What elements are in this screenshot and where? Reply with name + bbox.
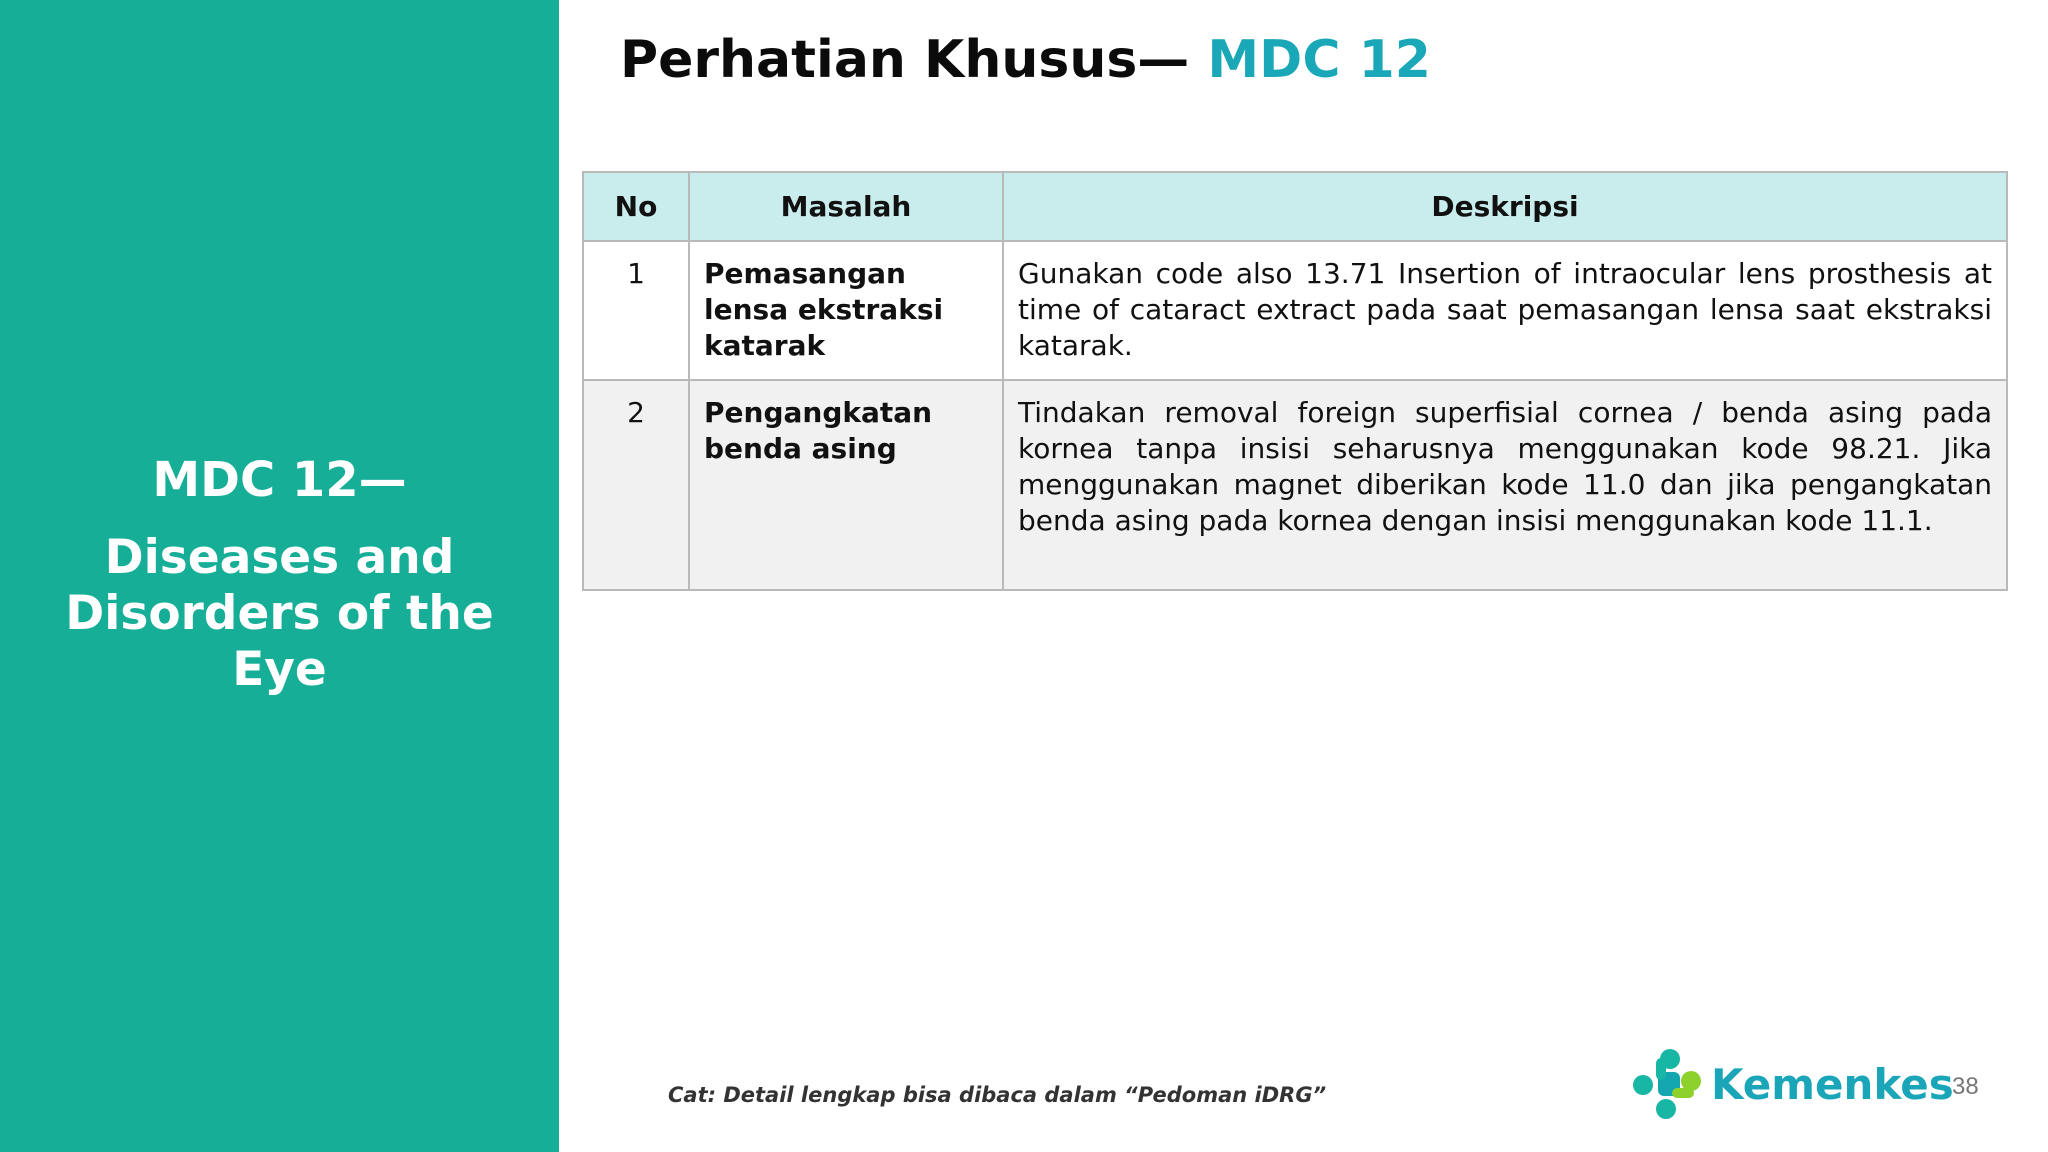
row-description: Gunakan code also 13.71 Insertion of intraocular lens prosthesis at time of cataract extract pada saat pemasangan lensa saat ekstraksi katarak. bbox=[1003, 241, 2007, 380]
kemenkes-logo-icon bbox=[1632, 1048, 1702, 1120]
page-number: 38 bbox=[1952, 1073, 1979, 1100]
table-row bbox=[583, 241, 2007, 380]
table-header-row bbox=[583, 172, 2007, 241]
column-header-problem: Masalah bbox=[689, 172, 1003, 241]
page-title-prefix: Perhatian Khusus— bbox=[620, 30, 1190, 90]
row-description: Tindakan removal foreign superfisial cornea / benda asing pada kornea tanpa insisi seharusnya menggunakan kode 98.21. Jika menggunakan magnet diberikan kode 11.0 dan jika pengangkatan benda asing pada kornea dengan insisi menggunakan kode 11.1. bbox=[1003, 380, 2007, 590]
row-number: 2 bbox=[583, 380, 689, 590]
column-header-no: No bbox=[583, 172, 689, 241]
table-row bbox=[583, 380, 2007, 590]
row-problem: Pengangkatan benda asing bbox=[689, 380, 1003, 590]
brand-name: Kemenkes bbox=[1711, 1060, 1954, 1109]
section-code: MDC 12— bbox=[152, 452, 407, 508]
column-header-description: Deskripsi bbox=[1003, 172, 2007, 241]
page-title bbox=[620, 30, 1431, 90]
row-problem: Pemasangan lensa ekstraksi katarak bbox=[689, 241, 1003, 380]
row-number: 1 bbox=[583, 241, 689, 380]
special-notes-table bbox=[582, 171, 2008, 591]
footnote: Cat: Detail lengkap bisa dibaca dalam “Pedoman iDRG” bbox=[668, 1083, 1327, 1107]
page-title-accent: MDC 12 bbox=[1207, 30, 1431, 90]
left-panel bbox=[0, 0, 559, 1152]
section-subtitle: Diseases and Disorders of the Eye bbox=[65, 530, 494, 697]
